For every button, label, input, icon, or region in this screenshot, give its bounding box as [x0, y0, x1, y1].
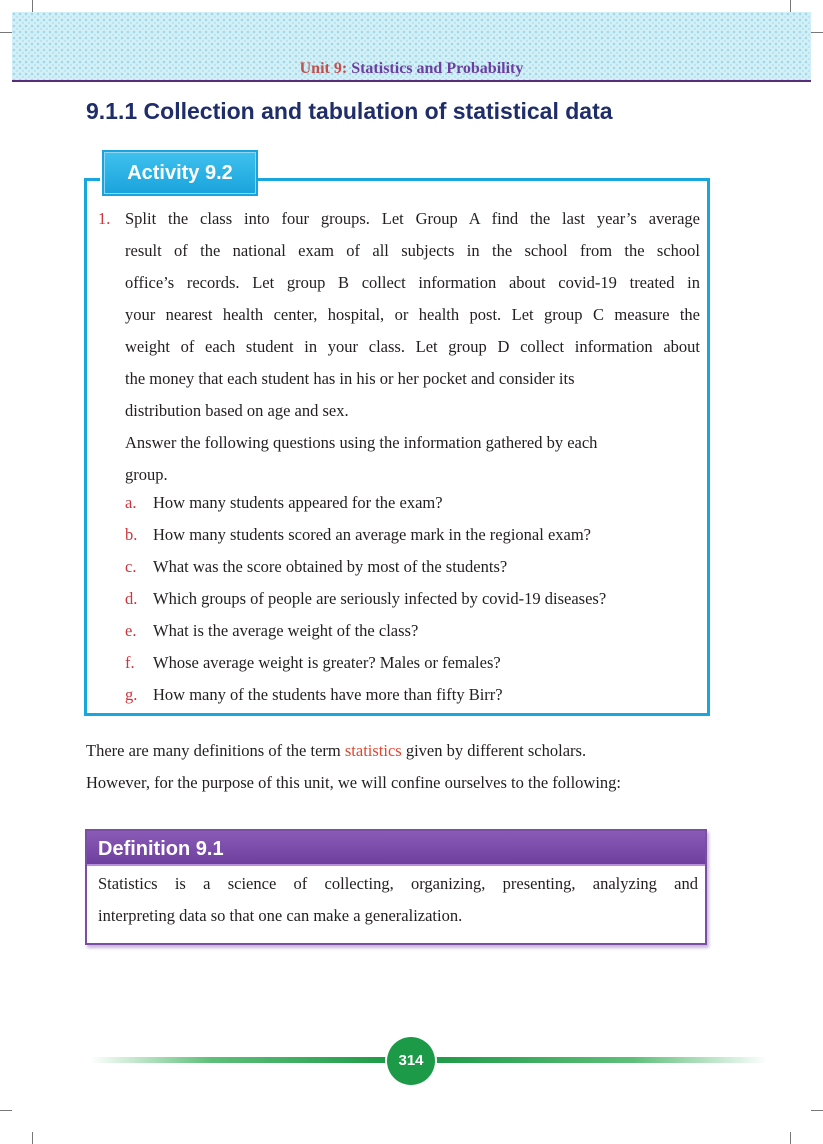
sub-question-letter: a.: [125, 493, 137, 512]
sub-question-text: How many of the students have more than fifty Birr?: [153, 685, 503, 704]
sub-question-text: Which groups of people are seriously infected by covid-19 diseases?: [153, 589, 607, 608]
paragraph-line: the money that each student has in his or her pocket and consider its: [125, 369, 575, 388]
sub-question-text: How many students scored an average mark in the regional exam?: [153, 525, 592, 544]
paragraph-line: group.: [125, 465, 168, 484]
definition-line: interpreting data so that one can make a generalization.: [98, 906, 463, 925]
list-item: [125, 647, 700, 679]
activity-tab-label: Activity 9.2: [104, 152, 256, 194]
question-paragraph: [125, 203, 700, 491]
running-head: [0, 60, 823, 78]
footer-rule: [90, 1057, 390, 1063]
definition-title: Definition 9.1: [87, 831, 705, 866]
header-rule: [12, 80, 811, 82]
crop-mark: [32, 1132, 33, 1144]
crop-mark: [811, 1110, 823, 1111]
list-item: [125, 615, 700, 647]
page-number: 314: [387, 1037, 435, 1085]
highlighted-term: statistics: [344, 741, 402, 760]
sub-question-letter: d.: [125, 589, 138, 608]
paragraph-line: Answer the following questions using the information gathered by each: [125, 433, 598, 452]
sub-question-letter: e.: [125, 621, 137, 640]
list-item: [125, 679, 700, 711]
list-item: [125, 519, 700, 551]
paragraph-line: weight of each student in your class. Let group D collect information about: [125, 337, 700, 356]
sub-question-text: What is the average weight of the class?: [153, 621, 419, 640]
sub-question-text: Whose average weight is greater? Males or females?: [153, 653, 501, 672]
sub-question-letter: g.: [125, 685, 138, 704]
unit-separator: :: [341, 60, 348, 77]
paragraph-line: your nearest health center, hospital, or health post. Let group C measure the: [125, 305, 700, 324]
unit-title: Statistics and Probability: [351, 60, 524, 77]
unit-label: Unit 9: [299, 60, 342, 77]
body-paragraph-line: [86, 735, 586, 767]
list-item: [125, 583, 700, 615]
list-item: [125, 487, 700, 519]
crop-mark: [790, 0, 791, 12]
definition-line: Statistics is a science of collecting, organizing, presenting, analyzing and: [98, 874, 698, 893]
definition-box: [85, 829, 707, 945]
paragraph-line: Split the class into four groups. Let Group A find the last year’s average: [125, 209, 700, 228]
crop-mark: [811, 32, 823, 33]
crop-mark: [32, 0, 33, 12]
question-number: 1.: [98, 209, 111, 228]
sub-question-list: [125, 487, 700, 711]
body-paragraph-line: However, for the purpose of this unit, we will confine ourselves to the following:: [86, 773, 622, 792]
activity-tab: [100, 150, 258, 196]
footer-rule: [432, 1057, 768, 1063]
crop-mark: [0, 32, 12, 33]
crop-mark: [790, 1132, 791, 1144]
sub-question-text: How many students appeared for the exam?: [153, 493, 443, 512]
paragraph-line: distribution based on age and sex.: [125, 401, 349, 420]
definition-text: [98, 868, 698, 932]
paragraph-line: result of the national exam of all subjects in the school from the school: [125, 241, 700, 260]
crop-mark: [0, 1110, 12, 1111]
sub-question-letter: f.: [125, 653, 135, 672]
section-title: 9.1.1 Collection and tabulation of statistical data: [86, 98, 613, 124]
sub-question-letter: c.: [125, 557, 137, 576]
sub-question-text: What was the score obtained by most of the students?: [153, 557, 508, 576]
sub-question-letter: b.: [125, 525, 138, 544]
body-text: There are many definitions of the term: [86, 741, 345, 760]
paragraph-line: office’s records. Let group B collect information about covid-19 treated in: [125, 273, 700, 292]
list-item: [125, 551, 700, 583]
body-text: given by different scholars.: [401, 741, 587, 760]
